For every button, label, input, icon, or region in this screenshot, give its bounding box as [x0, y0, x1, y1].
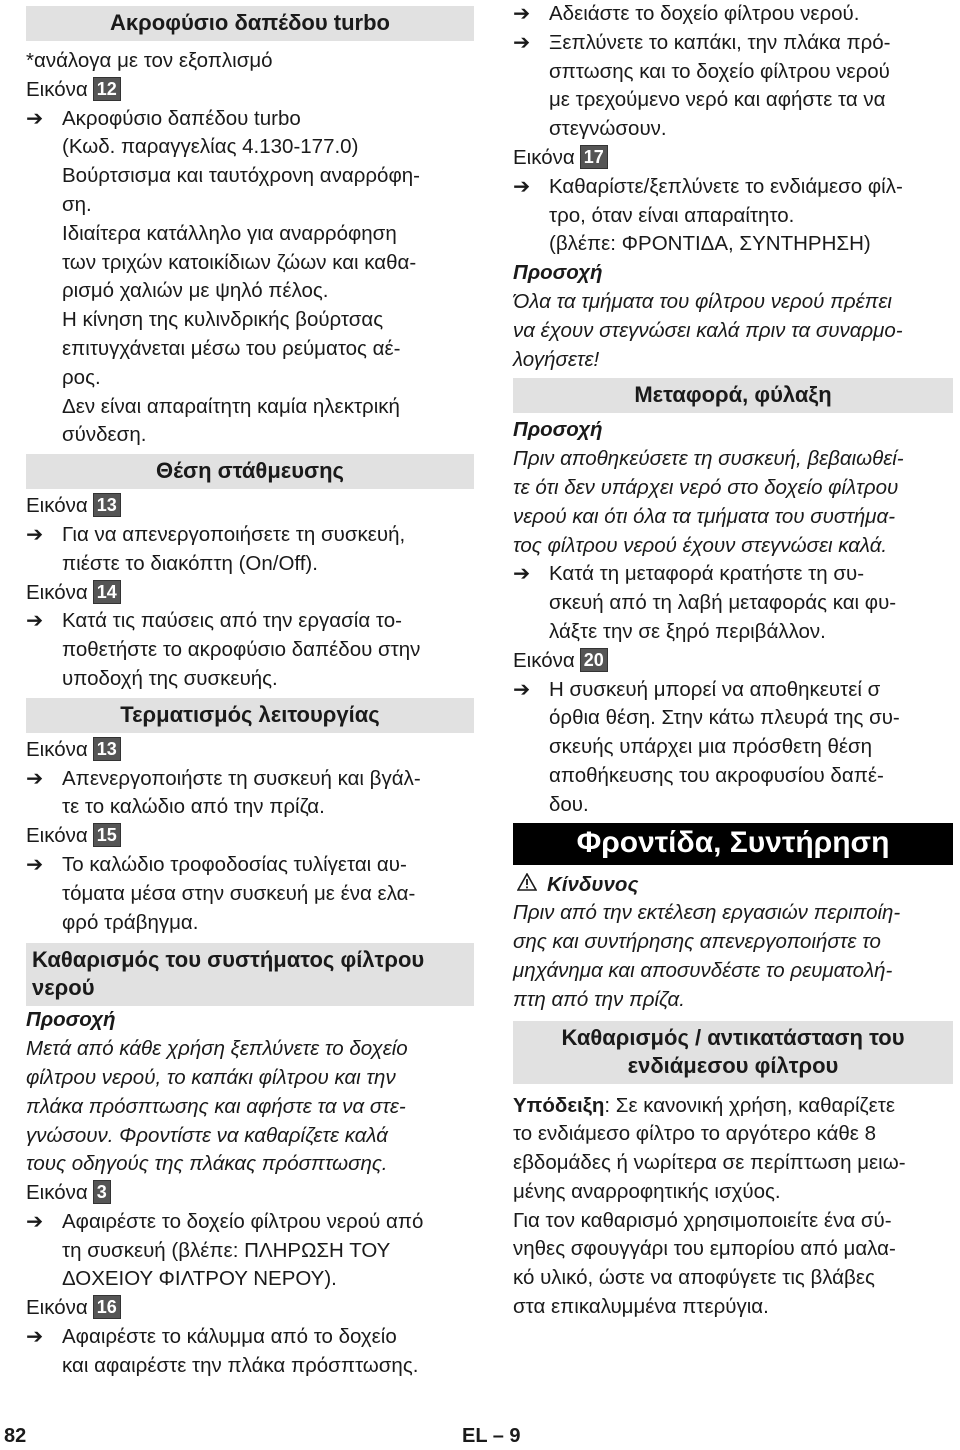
heading-intermediate-filter	[513, 1021, 953, 1084]
text-line: ποθετήστε το ακροφύσιο δαπέδου στην	[62, 638, 421, 662]
text-line: τους οδηγούς της πλάκας πρόσπτωσης.	[26, 1152, 388, 1176]
text-line: εβδομάδες ή νωρίτερα σε περίπτωση μειω-	[513, 1151, 906, 1175]
text-line: Αφαιρέστε το δοχείο φίλτρου νερού από	[62, 1209, 424, 1233]
text-line: υποδοχή της συσκευής.	[62, 666, 278, 690]
text-line: Το καλώδιο τροφοδοσίας τυλίγεται αυ-	[62, 852, 407, 876]
figure-ref-16	[26, 1294, 474, 1323]
danger-label: Κίνδυνος	[547, 872, 639, 896]
list-item	[513, 560, 953, 646]
figure-badge-3: 3	[93, 1180, 111, 1204]
arrow-icon: ➔	[513, 174, 531, 198]
text-line: Ξεπλύνετε το καπάκι, την πλάκα πρό-	[549, 30, 891, 54]
figure-badge-12: 12	[93, 77, 121, 101]
figure-badge-17: 17	[580, 145, 608, 169]
heading-line: νερού	[32, 975, 95, 1001]
text-line: τος φίλτρου νερού έχουν στεγνώσει καλά.	[513, 533, 888, 557]
text-line: τόματα μέσα στην συσκευή με ένα ελα-	[62, 881, 416, 905]
heading-line: Καθαρισμός / αντικατάσταση του	[561, 1024, 905, 1050]
text-line: φίλτρου νερού, το καπάκι φίλτρου και την	[26, 1065, 396, 1089]
text-line: επιτυγχάνεται μέσω του ρεύματος αέ-	[62, 336, 401, 360]
text-line: Δεν είναι απαραίτητη καμία ηλεκτρική	[62, 394, 400, 418]
arrow-icon: ➔	[513, 2, 531, 25]
heading-water-filter-cleaning	[26, 943, 474, 1006]
text-line: σκευής υπάρχει μια πρόσθετη θέση	[549, 735, 873, 759]
text-line: ση.	[62, 192, 92, 216]
attention-text	[513, 445, 953, 560]
text-line: δου.	[549, 792, 589, 816]
heading-line: Καθαρισμός του συστήματος φίλτρου	[32, 947, 425, 973]
text-line: σπτωσης και το δοχείο φίλτρου νερού	[549, 59, 890, 83]
text-line: Καθαρίστε/ξεπλύνετε το ενδιάμεσο φίλ-	[549, 174, 903, 198]
text-line: Πριν αποθηκεύσετε τη συσκευή, βεβαιωθεί-	[513, 447, 904, 471]
arrow-icon: ➔	[513, 677, 531, 701]
text-line: νηθες σφουγγάρι του εμπορίου από μαλα-	[513, 1237, 896, 1261]
arrow-icon: ➔	[26, 1325, 44, 1349]
heading-turbo-nozzle: Ακροφύσιο δαπέδου turbo	[26, 6, 474, 41]
text-line: Αφαιρέστε το κάλυμμα από το δοχείο	[62, 1325, 397, 1349]
figure-word: Εικόνα	[26, 494, 88, 518]
text-line: μένης αναρροφητικής ισχύος.	[513, 1179, 781, 1203]
text-line: αποθήκευσης του ακροφυσίου δαπέ-	[549, 763, 884, 787]
text-line: Βούρτσισμα και ταυτόχρονη αναρρόφη-	[62, 164, 420, 188]
text-line: πιέστε το διακόπτη (On/Off).	[62, 551, 318, 575]
figure-word: Εικόνα	[26, 77, 88, 101]
text-line: Κατά τις παύσεις από την εργασία το-	[62, 609, 402, 633]
text-line: Η συσκευή μπορεί να αποθηκευτεί σ	[549, 677, 881, 701]
figure-ref-13	[26, 736, 474, 765]
list-item	[26, 1208, 474, 1294]
text-line: Πριν από την εκτέλεση εργασιών περιποίη-	[513, 901, 901, 925]
list-item	[26, 851, 474, 937]
figure-word: Εικόνα	[26, 1181, 88, 1205]
text-line: σκευή από τη λαβή μεταφοράς και φυ-	[549, 591, 897, 615]
text-line: και αφαιρέστε την πλάκα πρόσπτωσης.	[62, 1353, 419, 1377]
arrow-icon: ➔	[26, 106, 44, 130]
text-line: σης και συντήρησης απενεργοποιήστε το	[513, 930, 881, 954]
text-line: στα επικαλυμμένα πτερύγια.	[513, 1295, 769, 1319]
language-page-label: EL – 9	[462, 1425, 521, 1447]
figure-ref-3	[26, 1179, 474, 1208]
text-line: Όλα τα τμήματα του φίλτρου νερού πρέπει	[513, 289, 892, 313]
text-line: των τριχών κατοικίδιων ζώων και καθα-	[62, 250, 417, 274]
list-item	[26, 607, 474, 693]
danger-label-row	[513, 871, 953, 900]
arrow-icon: ➔	[26, 609, 44, 633]
list-item	[26, 1323, 474, 1381]
text-line: κό υλικό, ώστε να αποφύγετε τις βλάβες	[513, 1266, 875, 1290]
right-column	[513, 0, 953, 1322]
text-line: μηχάνημα και αποσυνδέστε το ρευματολή-	[513, 958, 893, 982]
attention-label: Προσοχή	[26, 1008, 116, 1032]
text-line: τε το καλώδιο από την πρίζα.	[62, 795, 325, 819]
figure-ref-20	[513, 647, 953, 676]
text-line: να έχουν στεγνώσει καλά πριν τα συναρμο-	[513, 318, 903, 342]
figure-ref-17	[513, 144, 953, 173]
text-line: τρο, όταν είναι απαραίτητο.	[549, 203, 795, 227]
figure-badge-14: 14	[93, 580, 121, 604]
text-line: το ενδιάμεσο φίλτρο το αργότερο κάθε 8	[513, 1122, 877, 1146]
attention-text	[26, 1035, 474, 1179]
heading-care-maintenance: Φροντίδα, Συντήρηση	[513, 823, 953, 865]
text-line: στεγνώσουν.	[549, 117, 667, 141]
arrow-icon: ➔	[26, 852, 44, 876]
text-line: Αδειάστε το δοχείο φίλτρου νερού.	[549, 2, 860, 25]
note-text	[513, 1092, 953, 1322]
note-first-line	[513, 1092, 953, 1121]
arrow-icon: ➔	[513, 562, 531, 586]
warning-triangle-icon	[517, 871, 539, 900]
list-item	[513, 29, 953, 144]
attention-label: Προσοχή	[513, 261, 603, 285]
list-item	[513, 173, 953, 259]
text-line: τη συσκευή (βλέπε: ΠΛΗΡΩΣΗ ΤΟΥ	[62, 1238, 391, 1262]
text-line: Ιδιαίτερα κατάλληλο για αναρρόφηση	[62, 221, 397, 245]
text-line: Κατά τη μεταφορά κρατήστε τη συ-	[549, 562, 865, 586]
figure-badge-13: 13	[93, 737, 121, 761]
text-line: (βλέπε: ΦΡΟΝΤΙΔΑ, ΣΥΝΤΗΡΗΣΗ)	[549, 232, 871, 256]
list-item	[26, 521, 474, 579]
text-line: Μετά από κάθε χρήση ξεπλύνετε το δοχείο	[26, 1037, 408, 1061]
text-line: ρισμό χαλιών με ψηλό πέλος.	[62, 279, 329, 303]
text-line: λάξτε την σε ξηρό περιβάλλον.	[549, 619, 826, 643]
text-line: λογήσετε!	[513, 347, 600, 371]
attention-label: Προσοχή	[513, 418, 603, 442]
note-line: : Σε κανονική χρήση, καθαρίζετε	[604, 1093, 895, 1117]
heading-transport-storage: Μεταφορά, φύλαξη	[513, 378, 953, 413]
figure-ref-12	[26, 76, 474, 105]
figure-word: Εικόνα	[26, 1296, 88, 1320]
text-line: νερού και ότι όλα τα τμήματα του συστήμα-	[513, 504, 896, 528]
text-line: ρος.	[62, 365, 101, 389]
text-line: ΔΟΧΕΙΟΥ ΦΙΛΤΡΟΥ ΝΕΡΟΥ).	[62, 1267, 337, 1291]
figure-word: Εικόνα	[513, 648, 575, 672]
text-line: Η κίνηση της κυλινδρικής βούρτσας	[62, 308, 384, 332]
text-line: Για να απενεργοποιήσετε τη συσκευή,	[62, 522, 406, 546]
text-line: τε ότι δεν υπάρχει νερό στο δοχείο φίλτρου	[513, 475, 899, 499]
list-item	[26, 765, 474, 823]
list-item-turbo	[26, 105, 474, 451]
figure-word: Εικόνα	[26, 824, 88, 848]
text-line: με τρεχούμενο νερό και αφήστε τα να	[549, 88, 886, 112]
arrow-icon: ➔	[26, 766, 44, 790]
page-number: 82	[4, 1425, 27, 1447]
danger-text	[513, 899, 953, 1014]
list-item	[513, 0, 953, 29]
figure-badge-16: 16	[93, 1295, 121, 1319]
arrow-icon: ➔	[513, 30, 531, 54]
figure-ref-13	[26, 492, 474, 521]
figure-word: Εικόνα	[513, 145, 575, 169]
text-line: πτη από την πρίζα.	[513, 987, 685, 1011]
arrow-icon: ➔	[26, 1209, 44, 1233]
left-column	[26, 6, 474, 1381]
heading-end-operation: Τερματισμός λειτουργίας	[26, 698, 474, 733]
arrow-icon: ➔	[26, 522, 44, 546]
figure-badge-20: 20	[580, 648, 608, 672]
turbo-order-code: (Κωδ. παραγγελίας 4.130-177.0)	[62, 135, 359, 159]
list-item	[513, 676, 953, 820]
note-label: Υπόδειξη	[513, 1093, 605, 1117]
text-line: όρθια θέση. Στην κάτω πλευρά της συ-	[549, 706, 900, 730]
figure-word: Εικόνα	[26, 580, 88, 604]
text-line: γνώσουν. Φροντίστε να καθαρίζετε καλά	[26, 1123, 388, 1147]
heading-parking-position: Θέση στάθμευσης	[26, 454, 474, 489]
text-line: σύνδεση.	[62, 423, 147, 447]
text-line: Για τον καθαρισμό χρησιμοποιείτε ένα σύ-	[513, 1208, 892, 1232]
figure-ref-15	[26, 822, 474, 851]
attention-text	[513, 288, 953, 374]
turbo-name: Ακροφύσιο δαπέδου turbo	[62, 106, 301, 130]
heading-line: ενδιάμεσου φίλτρου	[627, 1052, 839, 1078]
figure-badge-13: 13	[93, 493, 121, 517]
equipment-note: *ανάλογα με τον εξοπλισμό	[26, 49, 273, 72]
figure-ref-14	[26, 579, 474, 608]
text-line: πλάκα πρόσπτωσης και αφήστε τα να στε-	[26, 1094, 406, 1118]
figure-word: Εικόνα	[26, 737, 88, 761]
text-line: φρό τράβηγμα.	[62, 910, 199, 934]
text-line: Απενεργοποιήστε τη συσκευή και βγάλ-	[62, 766, 421, 790]
figure-badge-15: 15	[93, 823, 121, 847]
